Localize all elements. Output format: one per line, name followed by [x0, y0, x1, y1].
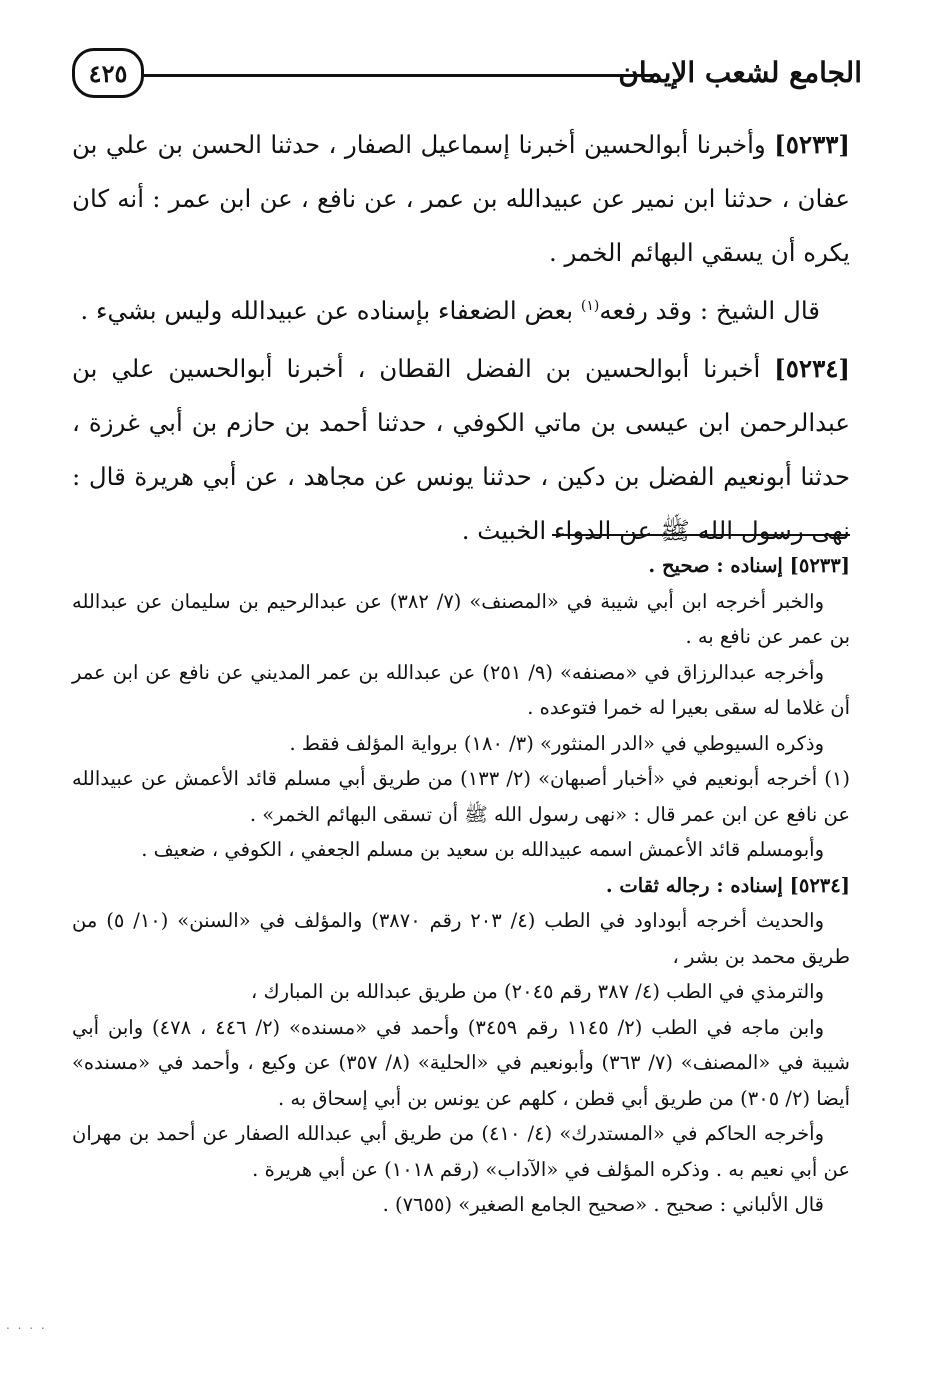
hadith-text: أخبرنا أبوالحسين بن الفضل القطان ، أخبرنا أبوالحسين علي بن عبدالرحمن ابن عيسى بن ماتي الكوفي ، حدثنا أحمد بن حازم بن أبي غرزة ، حدثنا أبونعيم الفضل بن دكين ، حدثنا يونس عن مجاهد ، عن أبي هريرة قال : نهى رسول الله ﷺ عن الدواء الخبيث . — [72, 354, 850, 545]
hadith-5233 — [72, 118, 850, 280]
scan-artifact: . . . . — [6, 1318, 47, 1332]
footnote-marker: (١) — [580, 297, 600, 314]
note-line: وأخرجه عبدالرزاق في «مصنفه» (٩/ ٢٥١) عن عبدالله بن عمر المديني عن نافع عن ابن عمر أن غلاما له سقى بعيرا له خمرا فتوعده . — [72, 660, 850, 719]
hadith-number: [٥٢٣٤] — [774, 354, 850, 383]
footnotes — [72, 548, 850, 1223]
hadith-5234 — [72, 342, 850, 558]
note-heading-5234: [٥٢٣٤] إسناده : رجاله ثقات . — [605, 873, 850, 897]
note-line: قال الألباني : صحيح . «صحيح الجامع الصغير» (٧٦٥٥) . — [382, 1193, 824, 1216]
comment-text: قال الشيخ : وقد رفعه — [599, 296, 820, 325]
header-rule — [140, 74, 652, 77]
running-title: الجامع لشعب الإيمان — [618, 56, 862, 89]
note-line: وأبومسلم قائد الأعمش اسمه عبيدالله بن سعيد بن مسلم الجعفي ، الكوفي ، ضعيف . — [141, 838, 824, 861]
note-heading-5233: [٥٢٣٣] إسناده : صحيح . — [648, 554, 850, 577]
page-number-badge: ٤٢٥ — [72, 48, 144, 98]
sheikh-comment — [72, 284, 850, 338]
note-line: والخبر أخرجه ابن أبي شيبة في «المصنف» (٧/ ٣٨٢) عن عبدالرحيم بن سليمان عن عبدالله بن عمر عن نافع به . — [72, 589, 850, 648]
note-line: والترمذي في الطب (٤/ ٣٨٧ رقم ٢٠٤٥) من طريق عبدالله بن المبارك ، — [251, 980, 824, 1003]
footnote-1 — [72, 761, 850, 832]
hadith-text: وأخبرنا أبوالحسين أخبرنا إسماعيل الصفار ، حدثنا الحسن بن علي بن عفان ، حدثنا ابن نمير عن عبيدالله بن عمر ، عن نافع ، عن ابن عمر : أنه كان يكره أن يسقي البهائم الخمر . — [72, 130, 850, 267]
note-line: وأخرجه الحاكم في «المستدرك» (٤/ ٤١٠) من طريق أبي عبدالله الصفار عن أحمد بن مهران عن أبي نعيم به . وذكره المؤلف في «الآداب» (رقم ١٠١٨) عن أبي هريرة . — [72, 1122, 850, 1181]
note-line: والحديث أخرجه أبوداود في الطب (٤/ ٢٠٣ رقم ٣٨٧٠) والمؤلف في «السنن» (١٠/ ٥) من طريق محمد بن بشر ، — [72, 909, 850, 968]
comment-text-end: بعض الضعفاء بإسناده عن عبيدالله وليس بشيء . — [80, 296, 574, 325]
main-text — [72, 118, 850, 558]
note-line: وابن ماجه في الطب (٢/ ١١٤٥ رقم ٣٤٥٩) وأحمد في «مسنده» (٢/ ٤٤٦ ، ٤٧٨) وابن أبي شيبة في «المصنف» (٧/ ٣٦٣) وأبونعيم في «الحلية» (٨/ ٣٥٧) عن وكيع ، وأحمد في «مسنده» أيضا (٢/ ٣٠٥) من طريق أبي قطن ، كلهم عن يونس بن أبي إسحاق به . — [72, 1015, 850, 1110]
footnote-number: (١) — [824, 767, 850, 790]
hadith-number: [٥٢٣٣] — [774, 130, 850, 159]
page-header — [72, 48, 862, 100]
note-line: وذكره السيوطي في «الدر المنثور» (٣/ ١٨٠) برواية المؤلف فقط . — [289, 731, 824, 755]
footnote-text: أخرجه أبونعيم في «أخبار أصبهان» (٢/ ١٣٣) من طريق أبي مسلم قائد الأعمش عن عبيدالله عن نافع عن ابن عمر قال : «نهى رسول الله ﷺ أن تسقى البهائم الخمر» . — [72, 767, 850, 826]
footnote-divider — [552, 534, 850, 536]
